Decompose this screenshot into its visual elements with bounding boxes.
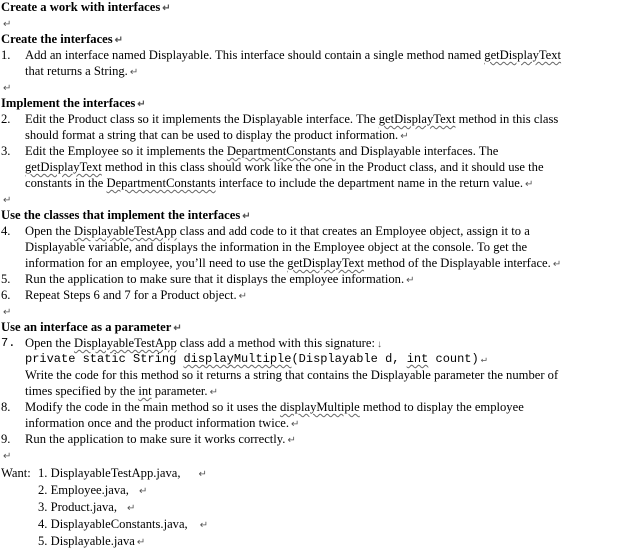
step-number: 8. bbox=[1, 400, 11, 414]
section-heading-use: Use the classes that implement the interfaces ↵ bbox=[1, 208, 251, 222]
want-item: 1. DisplayableTestApp.java, ↵ bbox=[38, 466, 207, 480]
step-number: 2. bbox=[1, 112, 11, 126]
step-5-line-1: Run the application to make sure that it displays the employee information. ↵ bbox=[25, 272, 415, 286]
section-heading-parameter: Use an interface as a parameter ↵ bbox=[1, 320, 182, 334]
step-number: 5. bbox=[1, 272, 11, 286]
step-number: 3. bbox=[1, 144, 11, 158]
step-7-line-3: Write the code for this method so it returns a string that contains the Displayable parameter the number of bbox=[25, 368, 559, 382]
step-7-line-1: Open the DisplayableTestApp class add a method with this signature: ↓ bbox=[25, 336, 382, 350]
want-item: 2. Employee.java, ↵ bbox=[38, 483, 148, 497]
step-number: 4. bbox=[1, 224, 11, 238]
section-heading-implement: Implement the interfaces ↵ bbox=[1, 96, 146, 110]
want-item: 4. DisplayableConstants.java, ↵ bbox=[38, 517, 209, 531]
step-6-line-1: Repeat Steps 6 and 7 for a Product object. ↵ bbox=[25, 288, 247, 302]
step-4-line-1: Open the DisplayableTestApp class and add code to it that creates an Employee object, assign it to a bbox=[25, 224, 530, 238]
step-8-line-2: information once and the product information twice. ↵ bbox=[25, 416, 300, 430]
document-title: Create a work with interfaces ↵ bbox=[1, 0, 171, 14]
empty-paragraph: ↵ bbox=[3, 83, 12, 94]
want-item: 3. Product.java, ↵ bbox=[38, 500, 136, 514]
empty-paragraph: ↵ bbox=[3, 451, 12, 462]
step-3-line-2: getDisplayText method in this class should work like the one in the Product class, and it should use the bbox=[25, 160, 544, 174]
step-4-line-3: information for an employee, you’ll need to use the getDisplayText method of the Displayable interface. ↵ bbox=[25, 256, 562, 270]
step-number: 6. bbox=[1, 288, 11, 302]
empty-paragraph: ↵ bbox=[3, 19, 12, 30]
step-number: 9. bbox=[1, 432, 11, 446]
step-7-line-4: times specified by the int parameter. ↵ bbox=[25, 384, 218, 398]
method-signature-code: private static String displayMultiple(Displayable d, int count) ↵ bbox=[25, 352, 487, 366]
step-4-line-2: Displayable variable, and displays the information in the Employee object at the console. To get the bbox=[25, 240, 528, 254]
step-3-line-3: constants in the DepartmentConstants interface to include the department name in the return value. ↵ bbox=[25, 176, 534, 190]
step-3-line-1: Edit the Employee so it implements the DepartmentConstants and Displayable interfaces. The bbox=[25, 144, 499, 158]
step-number: 7. bbox=[1, 336, 16, 350]
empty-paragraph: ↵ bbox=[3, 307, 12, 318]
step-9-line-1: Run the application to make sure it works correctly. ↵ bbox=[25, 432, 296, 446]
step-2-line-2: should format a string that can be used to display the product information. ↵ bbox=[25, 128, 409, 142]
want-label: Want: bbox=[1, 466, 31, 480]
section-heading-create: Create the interfaces ↵ bbox=[1, 32, 124, 46]
step-number: 1. bbox=[1, 48, 11, 62]
step-1-line-1: Add an interface named Displayable. This interface should contain a single method named getDisplayText bbox=[25, 48, 562, 62]
step-8-line-1: Modify the code in the main method so it uses the displayMultiple method to display the employee bbox=[25, 400, 524, 414]
step-1-line-2: that returns a String. ↵ bbox=[25, 64, 139, 78]
step-2-line-1: Edit the Product class so it implements the Displayable interface. The getDisplayText method in this class bbox=[25, 112, 559, 126]
empty-paragraph: ↵ bbox=[3, 195, 12, 206]
want-item: 5. Displayable.java ↵ bbox=[38, 534, 146, 548]
